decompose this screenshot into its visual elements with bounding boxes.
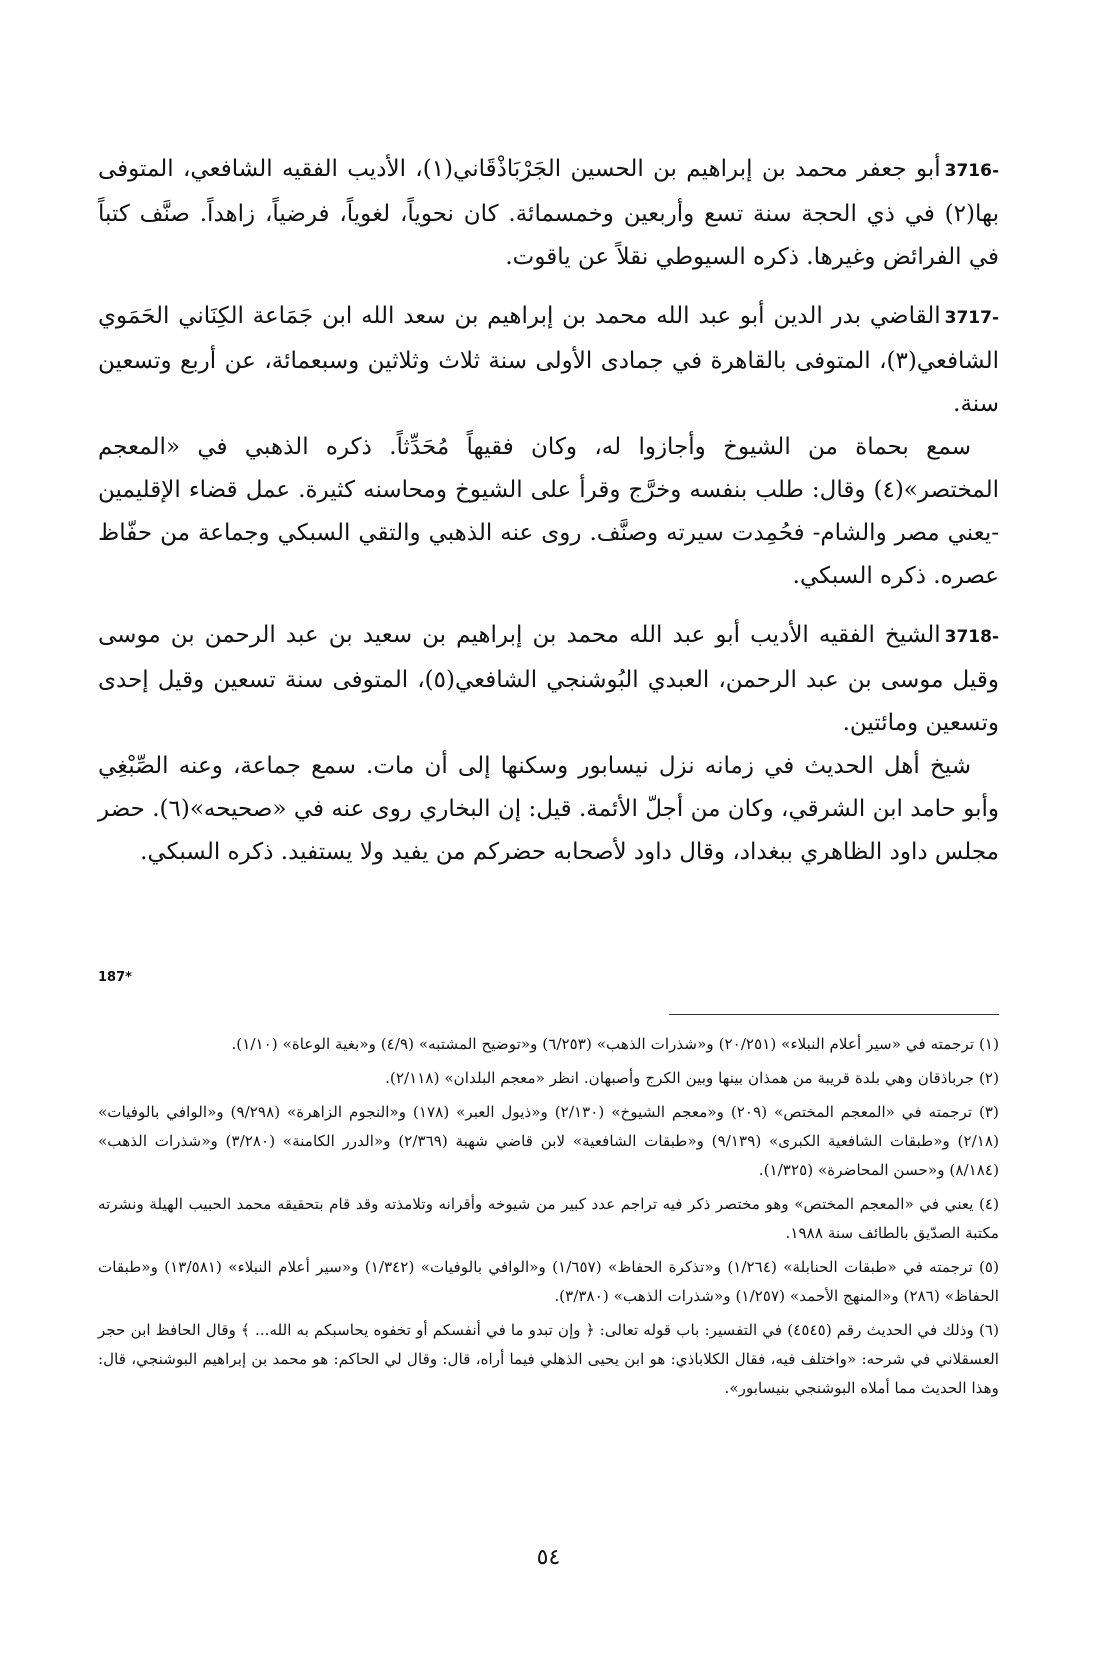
entry-text: الشيخ الفقيه الأديب أبو عبد الله محمد بن إبراهيم بن سعيد بن عبد الرحمن بن موسى وقيل موسى بن عبد الرحمن، العبدي البُوشنجي الشافعي(٥)، المتوفى سنة تسعين وقيل إحدى وتسعين ومائتين. <box>98 622 999 736</box>
entry-paragraph <box>98 614 999 745</box>
entry-paragraph <box>98 295 999 426</box>
page-number: ٥٤ <box>536 1545 561 1570</box>
entry-text: القاضي بدر الدين أبو عبد الله محمد بن إبراهيم بن سعد الله ابن جَمَاعة الكِنَاني الحَمَوي الشافعي(٣)، المتوفى بالقاهرة في جمادى الأولى سنة ثلاث وثلاثين وسبعمائة، عن أربع وتسعين سنة. <box>98 303 999 417</box>
entry-3717 <box>98 295 999 598</box>
entry-3716 <box>98 148 999 279</box>
footnote: (٤) يعني في «المعجم المختص» وهو مختصر ذكر فيه تراجم عدد كبير من شيوخه وأقرانه وتلامذته وقد قام بتحقيقه محمد الحبيب الهيلة ونشرته مكتبة الصدّيق بالطائف سنة ١٩٨٨. <box>98 1195 999 1242</box>
entry-number: 3716- <box>944 161 999 181</box>
page-body <box>98 148 1000 1397</box>
footnote: (١) ترجمته في «سير أعلام النبلاء» (٢٠/٢٥١) و«شذرات الذهب» (٦/٢٥٣) و«توضيح المشتبه» (٤/٩) و«بغية الوعاة» (١/١٠). <box>231 1035 999 1053</box>
entry-paragraph <box>98 148 999 279</box>
entry-number: 3717- <box>944 308 999 328</box>
footnote: (٦) وذلك في الحديث رقم (٤٥٤٥) في التفسير: باب قوله تعالى: ﴿ وإن تبدو ما في أنفسكم أو تخفوه يحاسبكم به الله... ﴾ وقال الحافظ ابن حجر العسقلاني في شرحه: «واختلف فيه، فقال الكلاباذي: هو ابن يحيى الذهلي فيما أراه، قال: وقال لي الحاكم: هو محمد بن إبراهيم البوشنجي، قال: وهذا الحديث مما أملاه البوشنجي بنيسابور». <box>98 1321 999 1397</box>
footnotes <box>98 1030 999 1408</box>
footnote: (٣) ترجمته في «المعجم المختص» (٢٠٩) و«معجم الشيوخ» (٢/١٣٠) و«ذيول العبر» (١٧٨) و«النجوم الزاهرة» (٩/٢٩٨) و«الوافي بالوفيات» (٢/١٨) و«طبقات الشافعية الكبرى» (٩/١٣٩) و«طبقات الشافعية» لابن قاضي شهبة (٢/٣٦٩) و«الدرر الكامنة» (٣/٢٨٠) و«شذرات الذهب» (٨/١٨٤) و«حسن المحاضرة» (١/٣٢٥). <box>98 1103 999 1179</box>
entry-text: أبو جعفر محمد بن إبراهيم بن الحسين الجَرْبَاذْقَاني(١)، الأديب الفقيه الشافعي، المتوفى بها(٢) في ذي الحجة سنة تسع وأربعين وخمسمائة. كان نحوياً، لغوياً، فرضياً، زاهداً. صنَّف كتباً في الفرائض وغيرها. ذكره السيوطي نقلاً عن ياقوت. <box>98 156 999 270</box>
footnote: (٢) جرباذقان وهي بلدة قريبة من همذان بينها وبين الكرج وأصبهان. انظر «معجم البلدان» (٢/١١٨). <box>385 1069 999 1087</box>
footnote: (٥) ترجمته في «طبقات الحنابلة» (١/٢٦٤) و«تذكرة الحفاظ» (١/٦٥٧) و«الوافي بالوفيات» (١/٣٤٢) و«سير أعلام النبلاء» (١٣/٥٨١) و«طبقات الحفاظ» (٢٨٦) و«المنهج الأحمد» (١/٢٥٧) و«شذرات الذهب» (٣/٣٨٠). <box>98 1258 1000 1305</box>
page-marker: 187* <box>98 970 132 985</box>
entry-3718 <box>98 614 999 874</box>
entry-subparagraph: سمع بحماة من الشيوخ وأجازوا له، وكان فقيهاً مُحَدِّثاً. ذكره الذهبي في «المعجم المختصر»(٤) وقال: طلب بنفسه وخرَّج وقرأ على الشيوخ ومحاسنه كثيرة. عمل قضاء الإقليمين -يعني مصر والشام- فحُمِدت سيرته وصنَّف. روى عنه الذهبي والتقي السبكي وجماعة من حفّاظ عصره. ذكره السبكي. <box>98 434 999 589</box>
entry-number: 3718- <box>944 627 999 647</box>
footnote-divider <box>669 1014 999 1015</box>
entry-subparagraph: شيخ أهل الحديث في زمانه نزل نيسابور وسكنها إلى أن مات. سمع جماعة، وعنه الصِّبْغِي وأبو حامد ابن الشرقي، وكان من أجلّ الأئمة. قيل: إن البخاري روى عنه في «صحيحه»(٦). حضر مجلس داود الظاهري ببغداد، وقال داود لأصحابه حضركم من يفيد ولا يستفيد. ذكره السبكي. <box>98 753 1000 865</box>
